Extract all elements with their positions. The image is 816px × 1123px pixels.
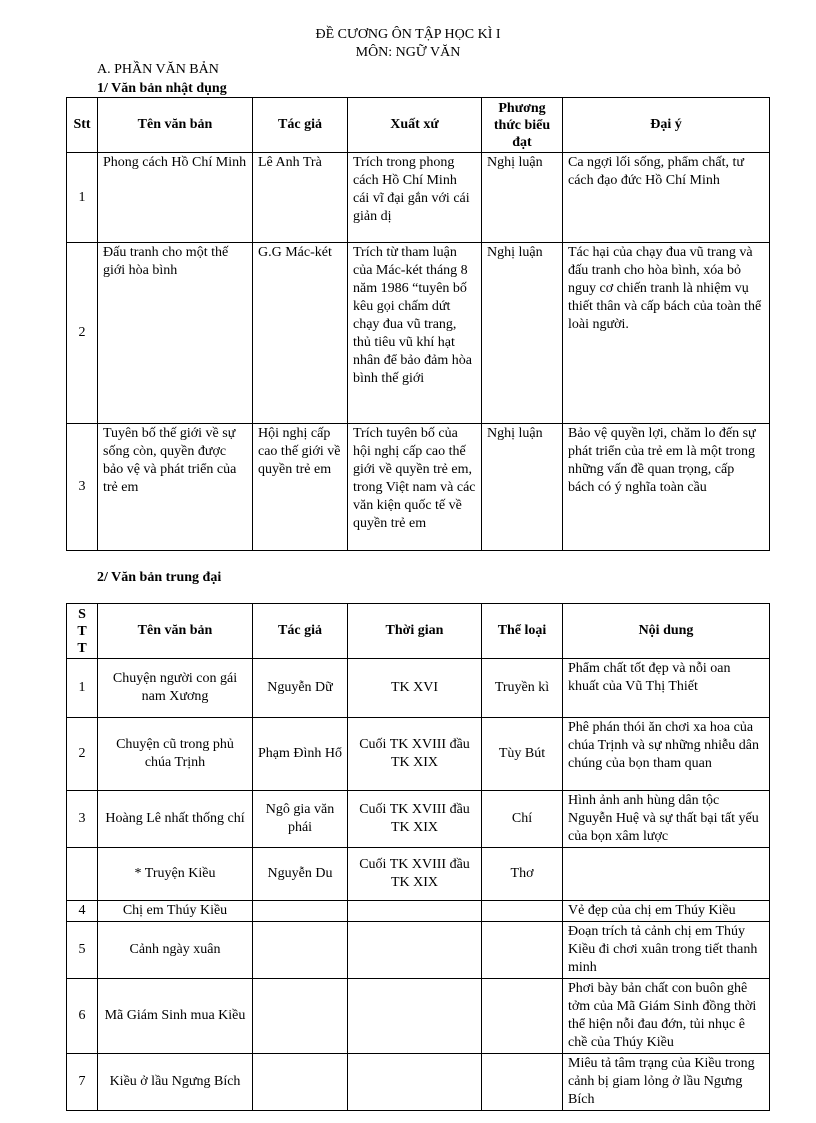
row-author: Hội nghị cấp cao thế giới về quyền trẻ em (253, 424, 348, 551)
row-name: Kiều ở lầu Ngưng Bích (98, 1054, 253, 1111)
row-content: Đoạn trích tả cảnh chị em Thúy Kiều đi chơi xuân trong tiết thanh minh (563, 922, 770, 979)
row-name: Mã Giám Sinh mua Kiều (98, 979, 253, 1054)
row-genre: Tùy Bút (482, 718, 563, 791)
row-time: Cuối TK XVIII đầu TK XIX (348, 848, 482, 901)
row-genre (482, 979, 563, 1054)
row-origin: Trích tuyên bố của hội nghị cấp cao thế giới về quyền trẻ em, trong Việt nam và các văn kiện quốc tế về quyền trẻ em (348, 424, 482, 551)
row-author (253, 979, 348, 1054)
row-time: TK XVI (348, 659, 482, 718)
row-author (253, 901, 348, 922)
row-author: Ngô gia văn phái (253, 791, 348, 848)
table-row (67, 1054, 770, 1111)
row-name: Đấu tranh cho một thế giới hòa bình (98, 243, 253, 424)
row-time: Cuối TK XVIII đầu TK XIX (348, 718, 482, 791)
row-time (348, 901, 482, 922)
table-row (67, 848, 770, 901)
col-header-stt: S T T (67, 604, 98, 659)
row-genre: Truyền kì (482, 659, 563, 718)
row-stt: 1 (67, 659, 98, 718)
row-author: Nguyễn Dữ (253, 659, 348, 718)
row-mode: Nghị luận (482, 153, 563, 243)
row-name: Cảnh ngày xuân (98, 922, 253, 979)
table-row (67, 718, 770, 791)
row-stt: 7 (67, 1054, 98, 1111)
table-row (67, 424, 770, 551)
row-stt: 5 (67, 922, 98, 979)
table-row (67, 922, 770, 979)
row-content: Vẻ đẹp của chị em Thúy Kiều (563, 901, 770, 922)
row-author: G.G Mác-két (253, 243, 348, 424)
col-header-name: Tên văn bản (98, 98, 253, 153)
row-content: Hình ảnh anh hùng dân tộc Nguyễn Huệ và sự thất bại tất yếu của bọn xâm lược (563, 791, 770, 848)
row-origin: Trích trong phong cách Hồ Chí Minh cái vĩ đại gắn với cái giản dị (348, 153, 482, 243)
row-name: Chị em Thúy Kiều (98, 901, 253, 922)
row-stt (67, 848, 98, 901)
table-van-ban-nhat-dung (66, 97, 770, 551)
section-2-heading: 2/ Văn bản trung đại (97, 570, 222, 585)
col-header-origin: Xuất xứ (348, 98, 482, 153)
row-name: Chuyện người con gái nam Xương (98, 659, 253, 718)
row-stt: 2 (67, 718, 98, 791)
row-genre (482, 901, 563, 922)
row-stt: 4 (67, 901, 98, 922)
table-header-row (67, 98, 770, 153)
col-header-author: Tác giả (253, 604, 348, 659)
row-mode: Nghị luận (482, 424, 563, 551)
row-time (348, 979, 482, 1054)
col-header-content: Nội dung (563, 604, 770, 659)
col-header-time: Thời gian (348, 604, 482, 659)
row-author: Lê Anh Trà (253, 153, 348, 243)
row-genre (482, 922, 563, 979)
section-1-heading: 1/ Văn bản nhật dụng (97, 81, 227, 96)
section-a-heading: A. PHẦN VĂN BẢN (97, 62, 219, 77)
col-header-genre: Thể loại (482, 604, 563, 659)
row-name: Chuyện cũ trong phủ chúa Trịnh (98, 718, 253, 791)
row-name: Hoàng Lê nhất thống chí (98, 791, 253, 848)
row-genre: Chí (482, 791, 563, 848)
col-header-stt: Stt (67, 98, 98, 153)
row-stt: 6 (67, 979, 98, 1054)
document-subject: MÔN: NGỮ VĂN (355, 45, 461, 60)
row-stt: 1 (67, 153, 98, 243)
row-gist: Ca ngợi lối sống, phẩm chất, tư cách đạo đức Hồ Chí Minh (563, 153, 770, 243)
table-row (67, 243, 770, 424)
row-gist: Bảo vệ quyền lợi, chăm lo đến sự phát triển của trẻ em là một trong những vấn đề quan trọng, cấp bách có ý nghĩa toàn cầu (563, 424, 770, 551)
row-name: * Truyện Kiều (98, 848, 253, 901)
row-time (348, 1054, 482, 1111)
row-genre (482, 1054, 563, 1111)
row-author: Phạm Đình Hổ (253, 718, 348, 791)
table-row (67, 791, 770, 848)
row-origin: Trích từ tham luận của Mác-két tháng 8 năm 1986 “tuyên bố kêu gọi chấm dứt chạy đua vũ trang, thủ tiêu vũ khí hạt nhân để bảo đảm hòa bình thế giới (348, 243, 482, 424)
document-title: ĐỀ CƯƠNG ÔN TẬP HỌC KÌ I (315, 27, 501, 42)
table-row (67, 153, 770, 243)
table-row (67, 901, 770, 922)
col-header-mode: Phương thức biểu đạt (482, 98, 563, 153)
col-header-name: Tên văn bản (98, 604, 253, 659)
table-row (67, 979, 770, 1054)
row-gist: Tác hại của chạy đua vũ trang và đấu tranh cho hòa bình, xóa bỏ nguy cơ chiến tranh là nhiệm vụ thiết thân và cấp bách của toàn thể loài người. (563, 243, 770, 424)
table-header-row (67, 604, 770, 659)
row-content: Miêu tả tâm trạng của Kiều trong cảnh bị giam lỏng ở lầu Ngưng Bích (563, 1054, 770, 1111)
table-van-ban-trung-dai (66, 603, 770, 1111)
row-author (253, 922, 348, 979)
row-time: Cuối TK XVIII đầu TK XIX (348, 791, 482, 848)
row-stt: 3 (67, 791, 98, 848)
row-content: Phê phán thói ăn chơi xa hoa của chúa Trịnh và sự những nhiễu dân chúng của bọn tham quan (563, 718, 770, 791)
row-content (563, 848, 770, 901)
row-mode: Nghị luận (482, 243, 563, 424)
row-stt: 3 (67, 424, 98, 551)
row-genre: Thơ (482, 848, 563, 901)
row-content: Phơi bày bản chất con buôn ghê tởm của Mã Giám Sinh đồng thời thể hiện nỗi đau đớn, tủi nhục ê chề của Thúy Kiều (563, 979, 770, 1054)
col-header-gist: Đại ý (563, 98, 770, 153)
row-name: Tuyên bố thế giới về sự sống còn, quyền được bảo vệ và phát triển của trẻ em (98, 424, 253, 551)
table-row (67, 659, 770, 718)
row-author: Nguyễn Du (253, 848, 348, 901)
row-content: Phẩm chất tốt đẹp và nỗi oan khuất của Vũ Thị Thiết (563, 659, 770, 718)
row-author (253, 1054, 348, 1111)
row-stt: 2 (67, 243, 98, 424)
row-time (348, 922, 482, 979)
row-name: Phong cách Hồ Chí Minh (98, 153, 253, 243)
col-header-author: Tác giả (253, 98, 348, 153)
